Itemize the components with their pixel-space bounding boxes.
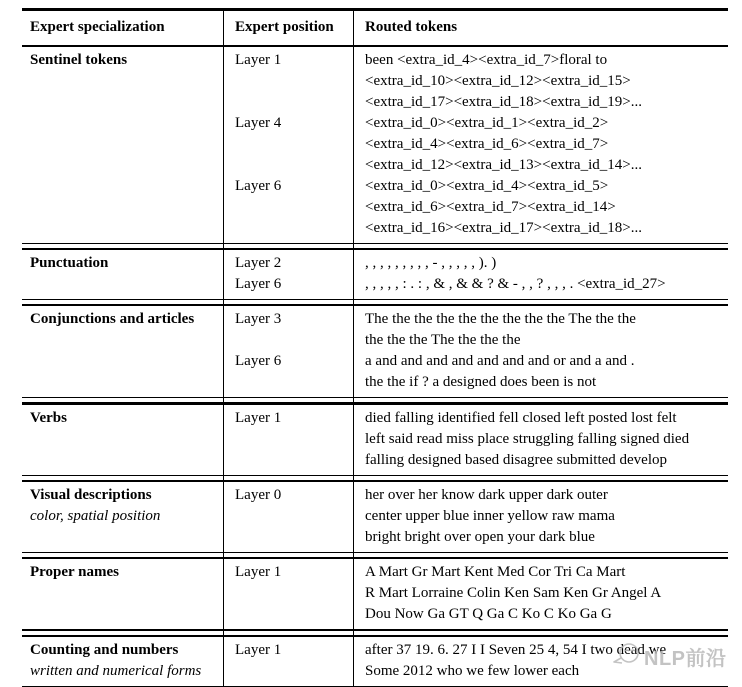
section-entries bbox=[223, 253, 728, 295]
row-divider bbox=[22, 397, 728, 404]
row-divider bbox=[22, 243, 728, 250]
routed-tokens-line: <extra_id_16><extra_id_17><extra_id_18>... bbox=[365, 219, 642, 236]
layer-label: Layer 1 bbox=[235, 409, 282, 426]
routed-tokens-cell bbox=[353, 113, 728, 176]
routed-tokens-line: died falling identified fell closed left posted lost felt bbox=[365, 409, 677, 426]
section-title: Counting and numbers bbox=[30, 641, 179, 658]
layer-label: Layer 4 bbox=[235, 114, 282, 131]
section-title: Visual descriptions bbox=[30, 487, 152, 503]
routed-tokens-line: a and and and and and and and or and a and . bbox=[365, 353, 635, 370]
section-label-cell bbox=[22, 253, 223, 295]
routed-tokens-cell bbox=[353, 485, 728, 548]
layer-label: Layer 1 bbox=[235, 51, 282, 68]
layer-label: Layer 1 bbox=[235, 641, 282, 658]
table-sections bbox=[22, 47, 728, 686]
row-divider bbox=[22, 552, 728, 559]
routed-tokens-line: <extra_id_4><extra_id_6><extra_id_7> bbox=[365, 135, 609, 152]
routed-tokens-cell bbox=[353, 176, 728, 239]
section-label-cell bbox=[22, 50, 223, 239]
section-entries bbox=[223, 309, 728, 393]
column-header-expert-specialization: Expert specialization bbox=[30, 18, 165, 35]
layer-entry bbox=[223, 408, 728, 471]
routed-tokens-line: <extra_id_0><extra_id_1><extra_id_2> bbox=[365, 114, 609, 131]
watermark bbox=[612, 640, 727, 673]
layer-label: Layer 2 bbox=[235, 254, 282, 271]
routed-tokens-line: falling designed based disagree submitted develop bbox=[365, 451, 667, 468]
routed-tokens-line: Some 2012 who we few lower each bbox=[365, 662, 580, 679]
section-entries bbox=[223, 485, 728, 548]
routed-tokens-cell bbox=[353, 50, 728, 113]
section-entries bbox=[223, 50, 728, 239]
layer-entry bbox=[223, 113, 728, 176]
routed-tokens-line: the the if ? a designed does been is not bbox=[365, 374, 597, 391]
routed-tokens-cell bbox=[353, 351, 728, 393]
expert-specialization-table bbox=[22, 8, 728, 687]
section-entries bbox=[223, 408, 728, 471]
column-divider bbox=[353, 8, 354, 687]
routed-tokens-line: the the the The the the the bbox=[365, 332, 521, 349]
table-section-row bbox=[22, 250, 728, 299]
routed-tokens-line: Dou Now Ga GT Q Ga C Ko C Ko Ga G bbox=[365, 606, 612, 623]
table-section-row bbox=[22, 482, 728, 552]
routed-tokens-line: A Mart Gr Mart Kent Med Cor Tri Ca Mart bbox=[365, 564, 626, 581]
column-header-expert-position: Expert position bbox=[235, 18, 334, 35]
layer-label: Layer 6 bbox=[235, 177, 282, 194]
section-title: Sentinel tokens bbox=[30, 51, 128, 68]
section-label-cell bbox=[22, 309, 223, 393]
table-section-row bbox=[22, 559, 728, 629]
layer-label: Layer 0 bbox=[235, 487, 282, 503]
routed-tokens-cell bbox=[353, 562, 728, 625]
section-title: Punctuation bbox=[30, 254, 109, 271]
routed-tokens-line: <extra_id_12><extra_id_13><extra_id_14>... bbox=[365, 156, 642, 173]
routed-tokens-line: The the the the the the the the the The the the bbox=[365, 311, 636, 328]
layer-entry bbox=[223, 274, 728, 295]
column-divider bbox=[223, 8, 224, 687]
layer-label: Layer 3 bbox=[235, 311, 282, 328]
layer-entry bbox=[223, 309, 728, 351]
routed-tokens-cell bbox=[353, 408, 728, 471]
routed-tokens-line: , , , , , , , , , - , , , , , ). ) bbox=[365, 254, 497, 271]
routed-tokens-cell bbox=[353, 253, 728, 274]
section-subtitle: written and numerical forms bbox=[30, 662, 202, 679]
routed-tokens-line: after 37 19. 6. 27 I I Seven 25 4, 54 I two dead we bbox=[365, 641, 667, 658]
routed-tokens-line: <extra_id_10><extra_id_12><extra_id_15> bbox=[365, 72, 631, 89]
section-entries bbox=[223, 562, 728, 625]
routed-tokens-line: her over her know dark upper dark outer bbox=[365, 487, 608, 503]
section-label-cell bbox=[22, 485, 223, 548]
layer-entry bbox=[223, 562, 728, 625]
routed-tokens-line: R Mart Lorraine Colin Ken Sam Ken Gr Angel A bbox=[365, 585, 662, 602]
table-section-row bbox=[22, 405, 728, 475]
table-header-row bbox=[22, 11, 728, 45]
watermark-text: NLP前沿 bbox=[644, 648, 727, 670]
table-section-row bbox=[22, 306, 728, 397]
routed-tokens-line: <extra_id_17><extra_id_18><extra_id_19>... bbox=[365, 93, 642, 110]
section-subtitle: color, spatial position bbox=[30, 508, 161, 524]
row-divider bbox=[22, 475, 728, 482]
routed-tokens-line: bright bright over open your dark blue bbox=[365, 529, 595, 545]
layer-label: Layer 6 bbox=[235, 353, 282, 370]
layer-label: Layer 1 bbox=[235, 564, 282, 581]
layer-entry bbox=[223, 176, 728, 239]
section-title: Verbs bbox=[30, 409, 67, 426]
routed-tokens-line: , , , , , : . : , & , & & ? & - , , ? , , , . <extra_id_27> bbox=[365, 275, 666, 292]
routed-tokens-line: been <extra_id_4><extra_id_7>floral to bbox=[365, 51, 608, 68]
chick-megaphone-icon bbox=[612, 640, 642, 673]
layer-entry bbox=[223, 351, 728, 393]
table-section-row bbox=[22, 47, 728, 243]
column-header-routed-tokens: Routed tokens bbox=[365, 18, 458, 35]
routed-tokens-cell bbox=[353, 274, 728, 295]
section-label-cell bbox=[22, 562, 223, 625]
layer-entry bbox=[223, 253, 728, 274]
row-divider bbox=[22, 629, 728, 636]
layer-label: Layer 6 bbox=[235, 275, 282, 292]
layer-entry bbox=[223, 485, 728, 548]
layer-entry bbox=[223, 50, 728, 113]
section-title: Proper names bbox=[30, 564, 120, 581]
row-divider bbox=[22, 299, 728, 306]
section-title: Conjunctions and articles bbox=[30, 311, 195, 328]
section-label-cell bbox=[22, 408, 223, 471]
routed-tokens-cell bbox=[353, 309, 728, 351]
section-label-cell bbox=[22, 640, 223, 682]
routed-tokens-line: <extra_id_6><extra_id_7><extra_id_14> bbox=[365, 198, 616, 215]
routed-tokens-line: center upper blue inner yellow raw mama bbox=[365, 508, 615, 524]
routed-tokens-line: left said read miss place struggling falling signed died bbox=[365, 430, 690, 447]
routed-tokens-line: <extra_id_0><extra_id_4><extra_id_5> bbox=[365, 177, 609, 194]
